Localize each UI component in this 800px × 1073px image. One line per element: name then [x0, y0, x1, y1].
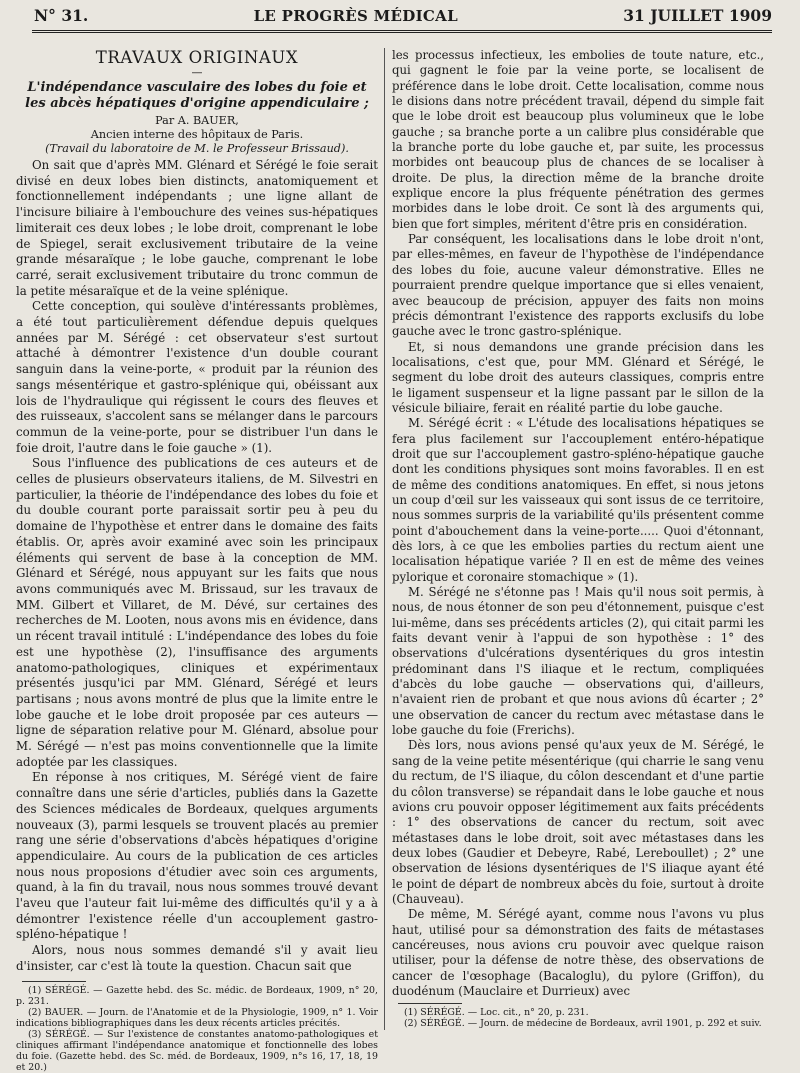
footnotes-right — [392, 1007, 764, 1029]
footnote: (2) SÉRÉGÉ. — Journ. de médecine de Bordeaux, avril 1901, p. 292 et suiv. — [404, 1018, 762, 1030]
left-column — [16, 48, 378, 1073]
author-position: Ancien interne des hôpitaux de Paris. — [90, 128, 304, 141]
paragraph: Cette conception, qui soulève d'intéressants problèmes, a été tout particulièrement défendue depuis quelques années par M. Sérégé : cet observateur s'est surtout attaché à démontrer l'existence d'un double courant sanguin dans la veine-porte, « produit par la réunion des sangs mésentérique et gastro-splénique qui, obéissant aux lois de l'hydraulique qui régissent le cours des fleuves et des ruisseaux, s'accolent sans se mélanger dans le parcours commun de la veine-porte, pour se distribuer l'un dans le foie droit, l'autre dans le foie gauche » (1). — [16, 299, 378, 455]
footnotes-left — [16, 985, 378, 1073]
footnote-rule — [22, 981, 86, 982]
footnote: (3) SÉRÉGÉ. — Sur l'existence de constantes anatomo-pathologiques et cliniques affirmant l'indépendance anatomique et fonctionnelle des lobes du foie. (Gazette hebd. des Sc. méd. de Bordeaux, 1909, n°s 16, 17, 18, 19 et 20.) — [16, 1028, 378, 1073]
paragraph: Dès lors, nous avions pensé qu'aux yeux de M. Sérégé, le sang de la veine petite mésentérique (qui charrie le sang venu du rectum, de l'S iliaque, du côlon descendant et d'une partie du côlon transverse) se répandait dans le lobe gauche et nous avions cru pouvoir opposer légitimement aux faits précédents : 1° des observations de cancer du rectum, soit avec métastases dans le lobe droit, soit avec métastases dans les deux lobes (Gaudier et Debeyre, Rabé, Lereboullet) ; 2° une observation de lésions dysentériques de l'S iliaque ayant été le point de départ de nombreux abcès du foie, surtout à droite (Chauveau). — [392, 738, 764, 906]
paragraph: De même, M. Sérégé ayant, comme nous l'avons vu plus haut, utilisé pour sa démonstration des faits de métastases cancéreuses, nous avions cru pouvoir avec quelque raison utiliser, pour la défense de notre thèse, des observations de cancer de l'œsophage (Bacaloglu), du pylore (Griffon), du duodénum (Mauclaire et Durrieux) avec — [392, 907, 764, 998]
paragraph: M. Sérégé écrit : « L'étude des localisations hépatiques se fera plus facilement sur l'accouplement entéro-hépatique droit que sur l'accouplement gastro-spléno-hépatique gauche dont les conditions physiques sont moins favorables. Il en est de même des conditions anatomiques. En effet, si nous jetons un coup d'œil sur les vaisseaux qui sont issus de ce territoire, nous sommes surpris de la variabilité qu'ils présentent comme point d'abouchement dans la veine-porte..... Quoi d'étonnant, dès lors, à ce que les embolies parties du rectum aient une localisation hépatique variée ? Il en est de même des veines pylorique et coronaire stomachique » (1). — [392, 416, 764, 584]
paragraph: En réponse à nos critiques, M. Sérégé vient de faire connaître dans une série d'articles, publiés dans la Gazette des Sciences médicales de Bordeaux, quelques arguments nouveaux (3), parmi lesquels se trouvent placés au premier rang une série d'observations d'abcès hépatiques d'origine appendiculaire. Au cours de la publication de ces articles nous nous proposions d'étudier avec soin ces arguments, quand, à la fin du travail, nous nous sommes trouvé devant l'aveu que l'auteur fait lui-même des difficultés qu'il y a à démontrer l'existence réelle d'un accouplement gastro-spléno-hépatique ! — [16, 770, 378, 942]
column-divider — [384, 48, 385, 1030]
paragraph: Alors, nous nous sommes demandé s'il y avait lieu d'insister, car c'est là toute la question. Chacun sait que — [16, 943, 378, 973]
page-header — [34, 6, 772, 28]
issue-date: 31 JUILLET 1909 — [623, 6, 772, 25]
section-dash: — — [191, 66, 203, 79]
journal-title: LE PROGRÈS MÉDICAL — [253, 7, 458, 25]
laboratory-note: (Travail du laboratoire de M. le Professeur Brissaud). — [45, 142, 349, 155]
paragraph: les processus infectieux, les embolies de toute nature, etc., qui gagnent le foie par la veine porte, se localisent de préférence dans le lobe droit. Cette localisation, comme nous le disions dans notre précédent travail, dépend du simple fait que le lobe droit est beaucoup plus volumineux que le lobe gauche ; sa branche porte a un calibre plus considérable que la branche porte du lobe gauche et, par suite, les processus morbides ont beaucoup plus de chances de se localiser à droite. De plus, la direction même de la branche droite explique encore la plus fréquente pénétration des germes morbides dans le lobe droit. Ce sont là des arguments qui, bien que fort simples, méritent d'être pris en considération. — [392, 48, 764, 231]
header-rule — [32, 30, 772, 33]
footnote: (1) SÉRÉGÉ. — Gazette hebd. des Sc. médic. de Bordeaux, 1909, n° 20, p. 231. — [16, 984, 378, 1007]
paragraph: Sous l'influence des publications de ces auteurs et de celles de plusieurs observateurs italiens, de M. Silvestri en particulier, la théorie de l'indépendance des lobes du foie et du double courant porte paraissait sortir peu à peu du domaine de l'hypothèse et entrer dans le domaine des faits établis. Or, après avoir examiné avec soin les principaux éléments qui servent de base à la conception de MM. Glénard et Sérégé, nous appuyant sur les faits que nous avons communiqués avec M. Brissaud, sur les travaux de MM. Gilbert et Villaret, de M. Dévé, sur certaines des recherches de M. Looten, nous avons mis en évidence, dans un récent travail intitulé : L'indépendance des lobes du foie est une hypothèse (2), l'insuffisance des arguments anatomo-pathologiques, cliniques et expérimentaux présentés jusqu'ici par MM. Glénard, Sérégé et leurs partisans ; nous avons montré de plus que la limite entre le lobe gauche et le lobe droit proposée par ces auteurs — ligne de séparation relative pour M. Glénard, absolue pour M. Sérégé — n'est pas moins conventionnelle que la limite adoptée par les classiques. — [16, 456, 378, 769]
paragraph: Par conséquent, les localisations dans le lobe droit n'ont, par elles-mêmes, en faveur de l'hypothèse de l'indépendance des lobes du foie, aucune valeur démonstrative. Elles ne pourraient prendre quelque importance que si elles venaient, avec beaucoup de précision, appuyer des faits non moins précis démontrant l'existence des rapports exclusifs du lobe gauche avec le tronc gastro-splénique. — [392, 232, 764, 339]
paragraph: Et, si nous demandons une grande précision dans les localisations, c'est que, pour MM. Glénard et Sérégé, le segment du lobe droit des auteurs classiques, compris entre le ligament suspenseur et la ligne passant par le sillon de la vésicule biliaire, ferait en réalité partie du lobe gauche. — [392, 339, 764, 415]
paragraph: On sait que d'après MM. Glénard et Sérégé le foie serait divisé en deux lobes bien distincts, anatomiquement et fonctionnellement indépendants ; une ligne allant de l'incisure biliaire à l'embouchure des veines sus-hépatiques limiterait ces deux lobes ; le lobe droit, comprenant le lobe de Spiegel, serait exclusivement tributaire de la veine grande mésaraïque ; le lobe gauche, comprenant le lobe carré, serait exclusivement tributaire du tronc commun de la petite mésaraïque et de la veine splénique. — [16, 158, 378, 298]
paragraph: M. Sérégé ne s'étonne pas ! Mais qu'il nous soit permis, à nous, de nous étonner de son peu d'étonnement, puisque c'est lui-même, dans ses précédents articles (2), qui citait parmi les faits devant venir à l'appui de son hypothèse : 1° des observations d'ulcérations dysentériques du gros intestin prédominant dans l'S iliaque et le rectum, compliquées d'abcès du lobe gauche — observations qui, d'ailleurs, n'avaient rien de probant et que nous avions dû écarter ; 2° une observation de cancer du rectum avec métastase dans le lobe gauche du foie (Frerichs). — [392, 585, 764, 738]
footnote: (1) SÉRÉGÉ. — Loc. cit., n° 20, p. 231. — [404, 1007, 589, 1019]
section-title: TRAVAUX ORIGINAUX — [95, 48, 299, 67]
footnote: (2) BAUER. — Journ. de l'Anatomie et de la Physiologie, 1909, n° 1. Voir indications bibliographiques dans les deux récents articles précités. — [16, 1006, 378, 1029]
footnote-rule — [398, 1003, 462, 1004]
author-byline: Par A. BAUER, — [155, 114, 239, 127]
issue-number: N° 31. — [34, 6, 89, 25]
right-column — [392, 48, 764, 1030]
article-title: L'indépendance vasculaire des lobes du foie et les abcès hépatiques d'origine appendiculaire ; — [25, 80, 369, 111]
